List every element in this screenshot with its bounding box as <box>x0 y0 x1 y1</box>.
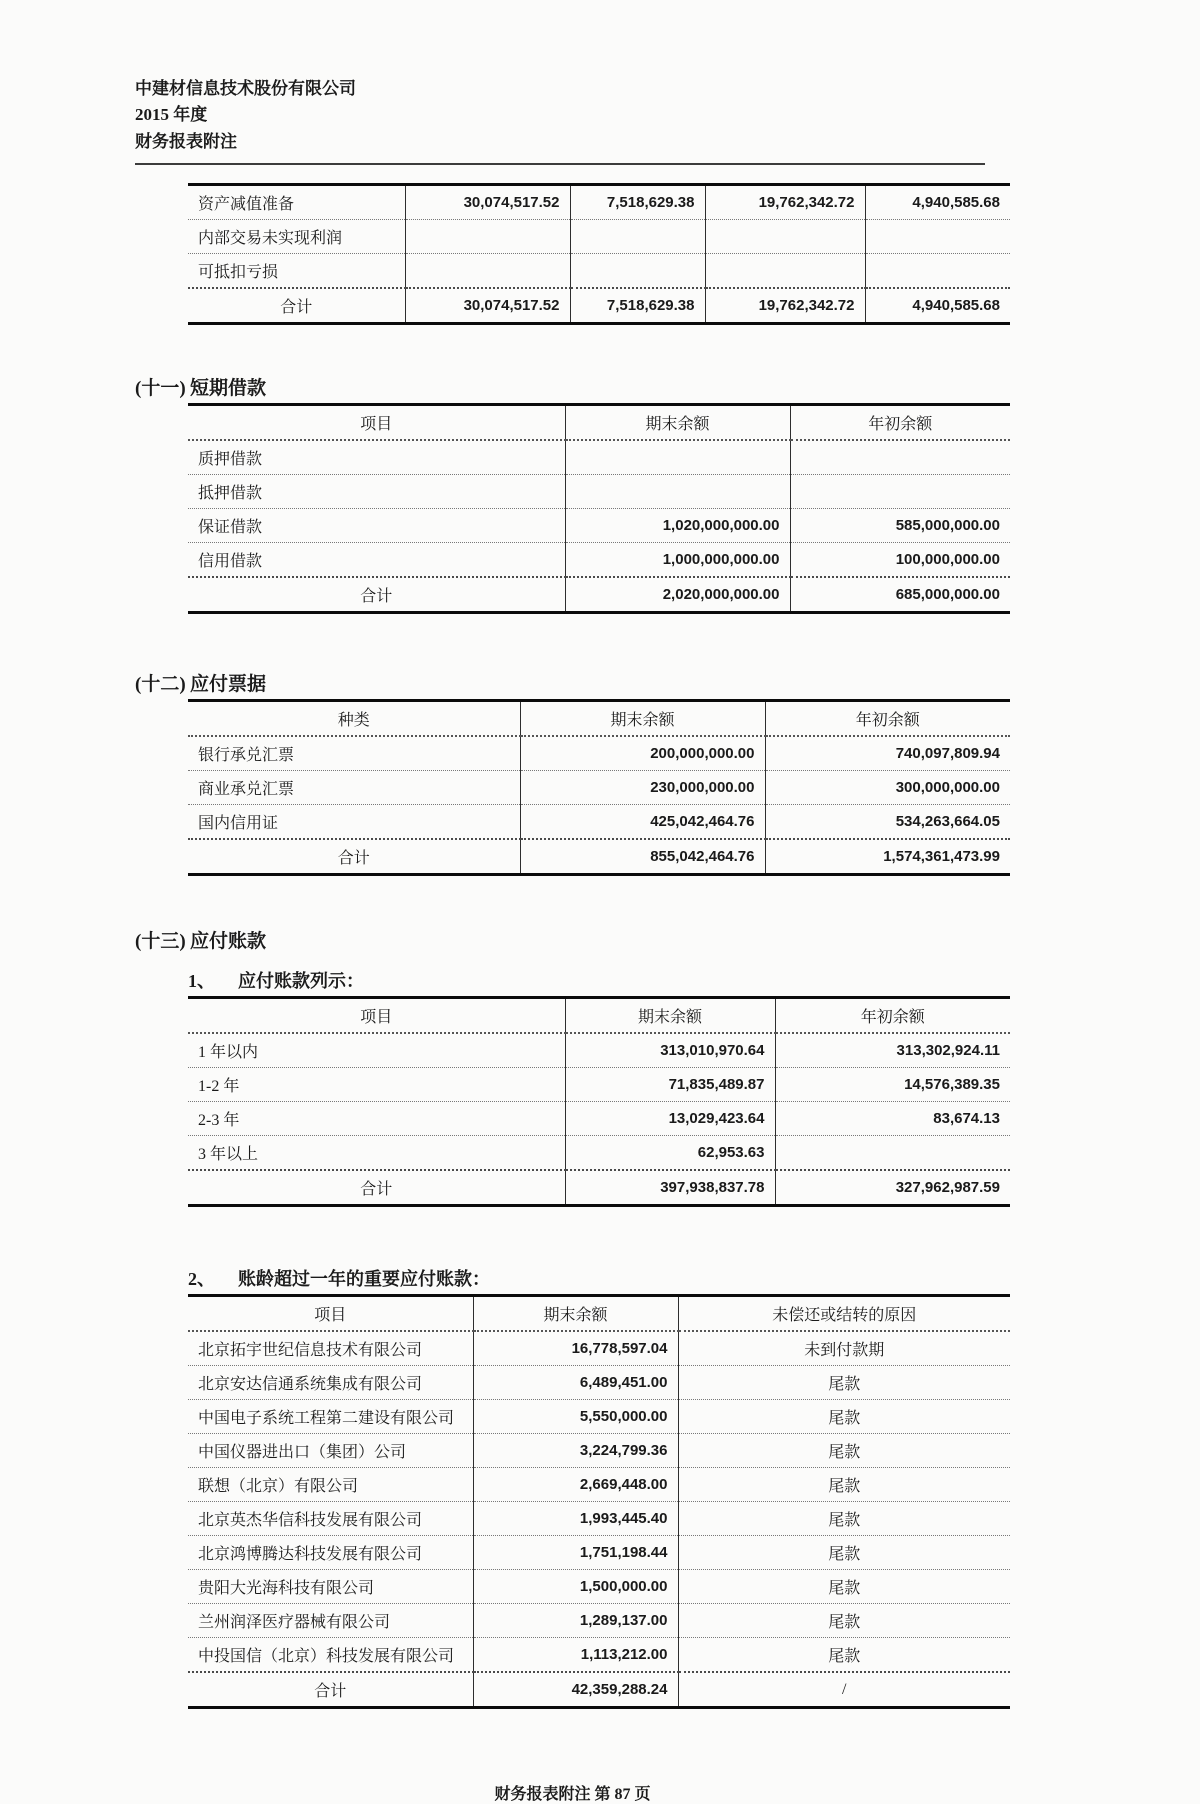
value-cell: 4,940,585.68 <box>865 185 1010 220</box>
value-cell <box>705 254 865 289</box>
value-cell: 327,962,987.59 <box>775 1170 1010 1206</box>
row-label: 中投国信（北京）科技发展有限公司 <box>188 1638 473 1673</box>
table-header-row <box>188 998 1010 1034</box>
value-cell: 19,762,342.72 <box>705 288 865 324</box>
value-cell: 100,000,000.00 <box>790 543 1010 578</box>
value-cell: 62,953.63 <box>565 1136 775 1171</box>
table-row <box>188 1400 1010 1434</box>
value-cell: 42,359,288.24 <box>473 1672 678 1708</box>
row-label: 北京拓宇世纪信息技术有限公司 <box>188 1331 473 1366</box>
total-row <box>188 577 1010 613</box>
row-label: 兰州润泽医疗器械有限公司 <box>188 1604 473 1638</box>
value-cell: 7,518,629.38 <box>570 185 705 220</box>
column-header: 项目 <box>188 405 565 441</box>
value-cell: 685,000,000.00 <box>790 577 1010 613</box>
table-row <box>188 1136 1010 1171</box>
table-row <box>188 805 1010 840</box>
section-12-heading <box>135 669 1010 696</box>
value-cell: 534,263,664.05 <box>765 805 1010 840</box>
reason-cell: 尾款 <box>678 1502 1010 1536</box>
table-row <box>188 1502 1010 1536</box>
row-label: 资产减值准备 <box>188 185 405 220</box>
value-cell: 19,762,342.72 <box>705 185 865 220</box>
table-row <box>188 1068 1010 1102</box>
value-cell <box>865 254 1010 289</box>
column-header: 年初余额 <box>790 405 1010 441</box>
value-cell: 425,042,464.76 <box>520 805 765 840</box>
subsection-1-heading <box>188 967 1010 993</box>
reason-cell: 尾款 <box>678 1468 1010 1502</box>
value-cell <box>565 475 790 509</box>
row-label: 北京安达信通系统集成有限公司 <box>188 1366 473 1400</box>
value-cell: 7,518,629.38 <box>570 288 705 324</box>
value-cell: 2,669,448.00 <box>473 1468 678 1502</box>
row-label: 联想（北京）有限公司 <box>188 1468 473 1502</box>
section-number: (十一) <box>135 378 186 400</box>
page-footer: 财务报表附注 第 87 页 <box>494 1786 651 1804</box>
value-cell: 200,000,000.00 <box>520 736 765 771</box>
document-title: 财务报表附注 <box>135 131 237 151</box>
column-header: 未偿还或结转的原因 <box>678 1296 1010 1332</box>
short-term-loans-table <box>188 403 1010 614</box>
value-cell <box>775 1136 1010 1171</box>
value-cell: 1,020,000,000.00 <box>565 509 790 543</box>
table-row <box>188 509 1010 543</box>
subsection-major-aged-payables <box>135 1265 1010 1709</box>
row-label: 北京鸿博腾达科技发展有限公司 <box>188 1536 473 1570</box>
total-row <box>188 1170 1010 1206</box>
subsection-title: 账龄超过一年的重要应付账款： <box>238 1269 490 1290</box>
row-label: 内部交易未实现利润 <box>188 220 405 254</box>
row-label: 信用借款 <box>188 543 565 578</box>
value-cell: 13,029,423.64 <box>565 1102 775 1136</box>
section-11-heading <box>135 373 1010 400</box>
table-row <box>188 1434 1010 1468</box>
table-row <box>188 771 1010 805</box>
reason-cell: / <box>678 1672 1010 1708</box>
section-short-term-loans <box>135 373 1010 614</box>
value-cell <box>405 220 570 254</box>
section-notes-payable <box>135 669 1010 876</box>
subsection-title: 应付账款列示： <box>238 971 364 992</box>
column-header: 期末余额 <box>565 998 775 1034</box>
column-header: 年初余额 <box>775 998 1010 1034</box>
table-header-row <box>188 1296 1010 1332</box>
row-label: 贵阳大光海科技有限公司 <box>188 1570 473 1604</box>
table-row <box>188 1468 1010 1502</box>
table-row <box>188 1331 1010 1366</box>
value-cell: 313,302,924.11 <box>775 1033 1010 1068</box>
row-label: 3 年以上 <box>188 1136 565 1171</box>
table-row <box>188 220 1010 254</box>
value-cell: 1,500,000.00 <box>473 1570 678 1604</box>
column-header: 期末余额 <box>565 405 790 441</box>
value-cell: 2,020,000,000.00 <box>565 577 790 613</box>
carryover-table <box>188 183 1010 325</box>
row-label: 银行承兑汇票 <box>188 736 520 771</box>
row-label: 合计 <box>188 577 565 613</box>
row-label: 国内信用证 <box>188 805 520 840</box>
table-row <box>188 1033 1010 1068</box>
row-label: 合计 <box>188 288 405 324</box>
value-cell <box>405 254 570 289</box>
value-cell: 1,574,361,473.99 <box>765 839 1010 875</box>
table-row <box>188 1102 1010 1136</box>
reason-cell: 尾款 <box>678 1570 1010 1604</box>
row-label: 合计 <box>188 1170 565 1206</box>
value-cell: 1,113,212.00 <box>473 1638 678 1673</box>
table-row <box>188 254 1010 289</box>
column-header: 期末余额 <box>520 701 765 737</box>
value-cell: 397,938,837.78 <box>565 1170 775 1206</box>
subsection-ap-listing <box>135 967 1010 1207</box>
row-label: 商业承兑汇票 <box>188 771 520 805</box>
value-cell: 6,489,451.00 <box>473 1366 678 1400</box>
row-label: 可抵扣亏损 <box>188 254 405 289</box>
value-cell: 585,000,000.00 <box>790 509 1010 543</box>
notes-payable-table <box>188 699 1010 876</box>
section-title: 短期借款 <box>190 378 267 400</box>
value-cell: 855,042,464.76 <box>520 839 765 875</box>
table-header-row <box>188 701 1010 737</box>
table-row <box>188 1570 1010 1604</box>
section-number: (十三) <box>135 931 186 953</box>
section-title: 应付账款 <box>190 931 267 953</box>
section-title: 应付票据 <box>190 674 267 696</box>
table-header-row <box>188 405 1010 441</box>
row-label: 中国电子系统工程第二建设有限公司 <box>188 1400 473 1434</box>
value-cell <box>705 220 865 254</box>
column-header: 种类 <box>188 701 520 737</box>
value-cell <box>865 220 1010 254</box>
value-cell: 14,576,389.35 <box>775 1068 1010 1102</box>
major-aged-payables-table <box>188 1294 1010 1709</box>
value-cell: 30,074,517.52 <box>405 185 570 220</box>
reason-cell: 未到付款期 <box>678 1331 1010 1366</box>
value-cell: 1,000,000,000.00 <box>565 543 790 578</box>
row-label: 合计 <box>188 839 520 875</box>
column-header: 期末余额 <box>473 1296 678 1332</box>
value-cell: 30,074,517.52 <box>405 288 570 324</box>
accounts-payable-aging-table <box>188 996 1010 1207</box>
value-cell <box>790 475 1010 509</box>
reason-cell: 尾款 <box>678 1434 1010 1468</box>
table-row <box>188 1638 1010 1673</box>
value-cell: 740,097,809.94 <box>765 736 1010 771</box>
report-year: 2015 年度 <box>135 105 208 125</box>
value-cell: 4,940,585.68 <box>865 288 1010 324</box>
row-label: 北京英杰华信科技发展有限公司 <box>188 1502 473 1536</box>
row-label: 1-2 年 <box>188 1068 565 1102</box>
value-cell: 1,993,445.40 <box>473 1502 678 1536</box>
value-cell: 230,000,000.00 <box>520 771 765 805</box>
table-row <box>188 1366 1010 1400</box>
value-cell <box>570 254 705 289</box>
row-label: 中国仪器进出口（集团）公司 <box>188 1434 473 1468</box>
column-header: 项目 <box>188 1296 473 1332</box>
row-label: 抵押借款 <box>188 475 565 509</box>
reason-cell: 尾款 <box>678 1604 1010 1638</box>
row-label: 合计 <box>188 1672 473 1708</box>
reason-cell: 尾款 <box>678 1536 1010 1570</box>
column-header: 年初余额 <box>765 701 1010 737</box>
value-cell <box>570 220 705 254</box>
section-13-heading <box>135 926 1010 953</box>
subsection-2-heading <box>188 1265 1010 1291</box>
company-name: 中建材信息技术股份有限公司 <box>135 79 356 98</box>
value-cell: 83,674.13 <box>775 1102 1010 1136</box>
table-row <box>188 440 1010 475</box>
value-cell: 3,224,799.36 <box>473 1434 678 1468</box>
row-label: 质押借款 <box>188 440 565 475</box>
reason-cell: 尾款 <box>678 1638 1010 1673</box>
total-row <box>188 1672 1010 1708</box>
column-header: 项目 <box>188 998 565 1034</box>
value-cell: 1,751,198.44 <box>473 1536 678 1570</box>
table-row <box>188 543 1010 578</box>
header-divider <box>135 163 985 165</box>
section-number: (十二) <box>135 674 186 696</box>
row-label: 2-3 年 <box>188 1102 565 1136</box>
value-cell: 16,778,597.04 <box>473 1331 678 1366</box>
table-row <box>188 185 1010 220</box>
row-label: 保证借款 <box>188 509 565 543</box>
section-accounts-payable <box>135 926 1010 1709</box>
total-row <box>188 839 1010 875</box>
value-cell: 1,289,137.00 <box>473 1604 678 1638</box>
subsection-number: 2、 <box>188 1269 215 1290</box>
row-label: 1 年以内 <box>188 1033 565 1068</box>
table-row <box>188 1604 1010 1638</box>
table-row <box>188 1536 1010 1570</box>
value-cell <box>565 440 790 475</box>
reason-cell: 尾款 <box>678 1400 1010 1434</box>
table-row <box>188 736 1010 771</box>
value-cell <box>790 440 1010 475</box>
value-cell: 5,550,000.00 <box>473 1400 678 1434</box>
table-row <box>188 475 1010 509</box>
document-header <box>135 76 1010 165</box>
value-cell: 71,835,489.87 <box>565 1068 775 1102</box>
total-row <box>188 288 1010 324</box>
value-cell: 300,000,000.00 <box>765 771 1010 805</box>
value-cell: 313,010,970.64 <box>565 1033 775 1068</box>
reason-cell: 尾款 <box>678 1366 1010 1400</box>
subsection-number: 1、 <box>188 971 215 992</box>
